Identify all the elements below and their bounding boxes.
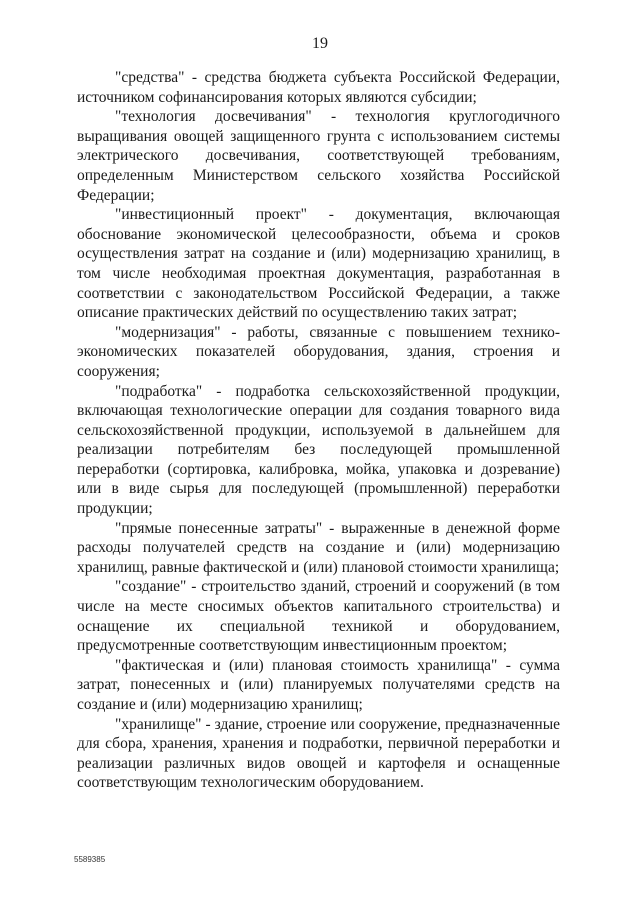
definition-paragraph: "инвестиционный проект" - документация, включающая обоснование экономической целесообразности, объема и сроков осуществления затрат на создание и (или) модернизацию хранилищ, в том числе необходимая проектная документация, разработанная в соответствии с законодательством Российской Федерации, а также описание практических действий по осуществлению таких затрат;	[77, 206, 560, 322]
definition-paragraph: "хранилище" - здание, строение или сооружение, предназначенные для сбора, хранения, хранения и подработки, первичной переработки и реализации различных видов овощей и картофеля и оснащенные соответствующим технологическим оборудованием.	[77, 715, 560, 792]
definition-paragraph: "прямые понесенные затраты" - выраженные в денежной форме расходы получателей средств на создание и (или) модернизацию хранилищ, равные фактической и (или) плановой стоимости хранилища;	[77, 519, 560, 576]
definition-paragraph: "технология досвечивания" - технология круглогодичного выращивания овощей защищенного грунта с использованием системы электрического досвечивания, соответствующей требованиям, определенным Министерством сельского хозяйства Российской Федерации;	[77, 108, 560, 204]
document-code: 5589385	[74, 855, 106, 864]
definition-paragraph: "подработка" - подработка сельскохозяйственной продукции, включающая технологические операции для создания товарного вида сельскохозяйственной продукции, используемой в дальнейшем для реализации потребителям без последующей промышленной переработки (сортировка, калибровка, мойка, упаковка и дозревание) или в виде сырья для последующей (промышленной) переработки продукции;	[77, 382, 560, 518]
page-number: 19	[312, 35, 328, 52]
definition-paragraph: "фактическая и (или) плановая стоимость хранилища" - сумма затрат, понесенных и (или) планируемых получателями средств на создание и (или) модернизацию хранилищ;	[77, 656, 560, 713]
definition-paragraph: "создание" - строительство зданий, строений и сооружений (в том числе на месте сносимых объектов капитального строительства) и оснащение их специальной техникой и оборудованием, предусмотренные соответствующим инвестиционным проектом;	[77, 578, 560, 655]
definition-paragraph: "средства" - средства бюджета субъекта Российской Федерации, источником софинансирования которых являются субсидии;	[77, 69, 560, 106]
document-body	[77, 68, 560, 793]
definition-paragraph: "модернизация" - работы, связанные с повышением технико-экономических показателей оборудования, здания, строения и сооружения;	[77, 323, 560, 380]
